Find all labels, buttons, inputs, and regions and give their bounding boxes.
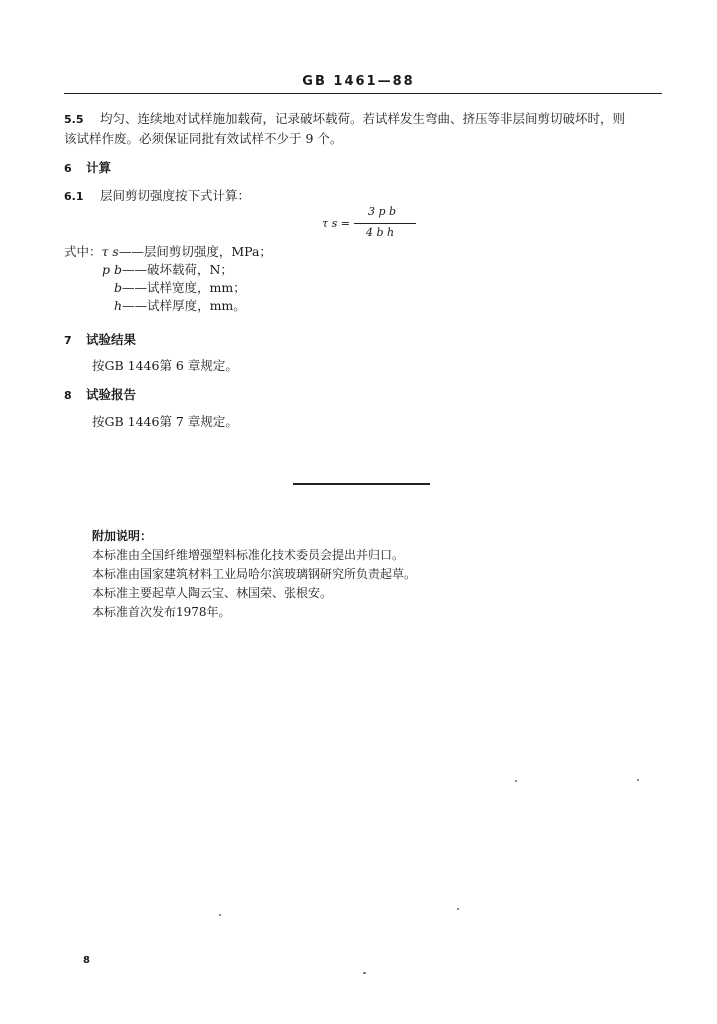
end-of-text-rule: [293, 483, 430, 485]
clause-text-line-1: 均匀、连续地对试样施加载荷，记录破坏载荷。若试样发生弯曲、挤压等非层间剪切破坏时，则: [100, 111, 626, 126]
section-6-heading: [64, 158, 111, 178]
variable-description: ——破坏载荷，N；: [121, 262, 233, 277]
formula-lhs: τ s =: [322, 217, 350, 230]
clause-text-line-2: 该试样作废。必须保证同批有效试样不少于 9 个。: [64, 131, 343, 146]
section-7-text: 按GB 1446第 6 章规定。: [92, 358, 238, 373]
clause-number: 6.1: [64, 190, 84, 203]
notes-line: 本标准由全国纤维增强塑料标准化技术委员会提出并归口。: [92, 548, 405, 562]
notes-title: 附加说明：: [92, 529, 153, 543]
page-number: 8: [83, 955, 90, 966]
section-title: 试验结果: [86, 332, 137, 347]
clause-number: 5.5: [64, 113, 84, 126]
clause-6-1: [64, 186, 250, 206]
notes-line: 本标准首次发布1978年。: [92, 605, 231, 619]
variable-row: [114, 280, 246, 296]
section-8-text: 按GB 1446第 7 章规定。: [92, 414, 238, 429]
notes-line: 本标准主要起草人陶云宝、林国荣、张根安。: [92, 586, 333, 600]
variable-symbol: b: [114, 280, 123, 295]
header-rule: [64, 93, 662, 94]
variable-row: [102, 262, 233, 278]
fraction-bar: [354, 223, 416, 224]
scan-speck: [363, 972, 366, 974]
section-number: 6: [64, 162, 72, 175]
variable-description: ——试样厚度，mm。: [122, 298, 246, 313]
scan-speck: [219, 914, 221, 916]
scan-speck: [457, 908, 459, 910]
section-title: 试验报告: [86, 387, 137, 402]
variable-row: [64, 244, 272, 260]
formula-denominator: 4 b h: [366, 226, 395, 239]
notes-line: 本标准由国家建筑材料工业局哈尔滨玻璃钢研究所负责起草。: [92, 567, 417, 581]
formula-numerator: 3 p b: [368, 205, 397, 218]
scan-speck: [637, 779, 639, 781]
scan-speck: [515, 780, 517, 782]
variable-symbol: p b: [102, 262, 122, 277]
section-number: 8: [64, 389, 72, 402]
variable-description: ——试样宽度，mm；: [122, 280, 246, 295]
additional-notes: [92, 527, 416, 622]
variable-description: ——层间剪切强度，MPa；: [118, 244, 272, 259]
clause-5-5: [64, 109, 664, 148]
clause-text: 层间剪切强度按下式计算：: [100, 188, 251, 203]
shear-strength-formula: [322, 205, 432, 241]
variables-intro: 式中：: [64, 244, 102, 259]
section-7-heading: [64, 330, 136, 350]
variable-row: [114, 298, 246, 314]
variable-symbol: h: [114, 298, 123, 313]
section-title: 计算: [86, 160, 112, 175]
standard-code-header: GB 1461—88: [302, 74, 415, 89]
variable-symbol: τ s: [101, 244, 119, 259]
section-number: 7: [64, 334, 72, 347]
section-8-heading: [64, 385, 136, 405]
